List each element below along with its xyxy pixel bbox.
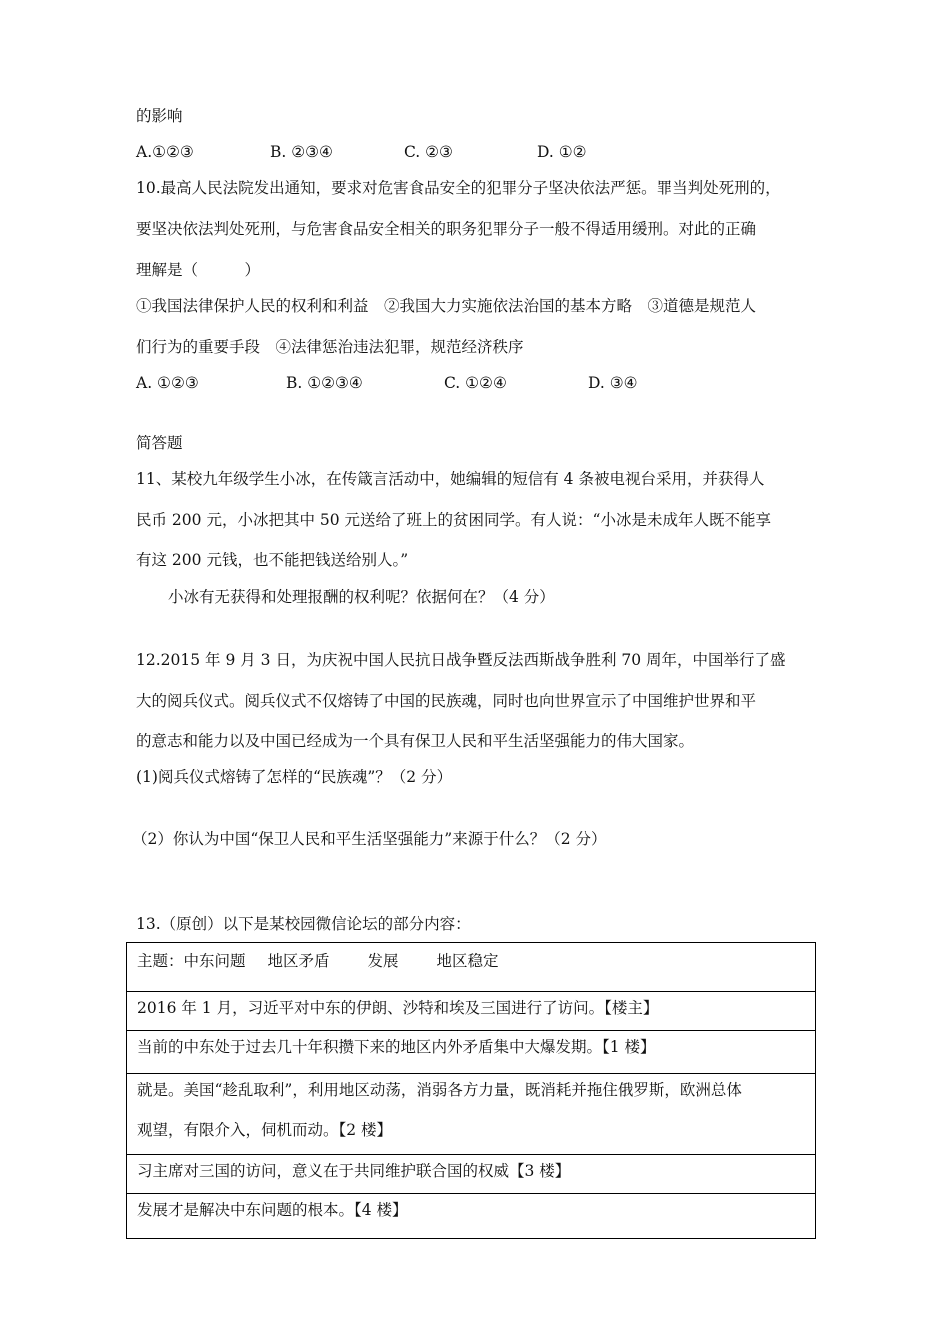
forum-post-floor-4: 发展才是解决中东问题的根本。【4 楼】 <box>127 1194 816 1239</box>
q9-option-a: A.①②③ <box>136 143 194 161</box>
q11-question: 小冰有无获得和处理报酬的权利呢？依据何在？（4 分） <box>168 588 555 606</box>
topic-tag-1: 地区矛盾 <box>267 952 330 970</box>
q11-stem-line-3: 有这 200 元钱，也不能把钱送给别人。” <box>136 551 409 569</box>
q12-stem-line-2: 大的阅兵仪式。阅兵仪式不仅熔铸了中国的民族魂，同时也向世界宣示了中国维护世界和平 <box>136 692 757 710</box>
q9-options <box>136 142 736 162</box>
forum-topic-cell <box>127 943 816 992</box>
topic-tag-3: 地区稳定 <box>436 952 499 970</box>
forum-post-floor-2 <box>127 1074 816 1155</box>
q10-option-a: A. ①②③ <box>136 374 199 392</box>
q10-statements-line-1: ①我国法律保护人民的权利和利益 ②我国大力实施依法治国的基本方略 ③道德是规范人 <box>136 297 757 315</box>
forum-topic-row <box>127 943 816 992</box>
forum-post-row <box>127 1155 816 1194</box>
forum-post-row <box>127 1074 816 1155</box>
topic-label: 主题：中东问题 <box>137 952 246 970</box>
forum-post-row <box>127 1194 816 1239</box>
forum-post-floor-1: 当前的中东处于过去几十年积攒下来的地区内外矛盾集中大爆发期。【1 楼】 <box>127 1031 816 1074</box>
q10-statements-line-2: 们行为的重要手段 ④法律惩治违法犯罪，规范经济秩序 <box>136 338 524 356</box>
q10-stem-line-2: 要坚决依法判处死刑，与危害食品安全相关的职务犯罪分子一般不得适用缓刑。对此的正确 <box>136 220 757 238</box>
q12-stem-line-3: 的意志和能力以及中国已经成为一个具有保卫人民和平生活坚强能力的伟大国家。 <box>136 732 695 750</box>
q9-option-b: B. ②③④ <box>270 143 333 161</box>
forum-table <box>126 942 816 1239</box>
q10-option-b: B. ①②③④ <box>286 374 363 392</box>
q9-option-c: C. ②③ <box>404 143 453 161</box>
forum-post-row <box>127 1031 816 1074</box>
q10-stem-line-3: 理解是（ ） <box>136 261 261 279</box>
forum-post-host: 2016 年 1 月，习近平对中东的伊朗、沙特和埃及三国进行了访问。【楼主】 <box>127 992 816 1031</box>
section-title: 简答题 <box>136 434 183 452</box>
topic-tag-2: 发展 <box>367 952 399 970</box>
q12-sub-question-2: （2）你认为中国“保卫人民和平生活坚强能力”来源于什么？（2 分） <box>132 830 607 848</box>
q11-stem-line-2: 民币 200 元，小冰把其中 50 元送给了班上的贫困同学。有人说：“小冰是未成年人既不能享 <box>136 511 771 529</box>
forum-post-row <box>127 992 816 1031</box>
q10-option-d: D. ③④ <box>588 374 638 392</box>
q11-stem-line-1: 11、某校九年级学生小冰，在传箴言活动中，她编辑的短信有 4 条被电视台采用，并获得人 <box>136 470 765 488</box>
q9-text-tail: 的影响 <box>136 107 183 125</box>
floor-2-line-2: 观望，有限介入，伺机而动。【2 楼】 <box>137 1121 393 1139</box>
q10-option-c: C. ①②④ <box>444 374 507 392</box>
q10-stem-line-1: 10.最高人民法院发出通知，要求对危害食品安全的犯罪分子坚决依法严惩。罪当判处死刑的， <box>136 179 781 197</box>
floor-2-line-1: 就是。美国“趁乱取利”，利用地区动荡，消弱各方力量，既消耗并拖住俄罗斯，欧洲总体 <box>137 1081 742 1099</box>
q9-option-d: D. ①② <box>537 143 587 161</box>
q13-intro: 13.（原创）以下是某校园微信论坛的部分内容： <box>136 915 471 933</box>
q12-stem-line-1: 12.2015 年 9 月 3 日，为庆祝中国人民抗日战争暨反法西斯战争胜利 70 周年，中国举行了盛 <box>136 651 786 669</box>
q10-options <box>136 373 736 393</box>
forum-post-floor-3: 习主席对三国的访问，意义在于共同维护联合国的权威【3 楼】 <box>127 1155 816 1194</box>
q12-sub-question-1: (1)阅兵仪式熔铸了怎样的“民族魂”？（2 分） <box>136 768 453 786</box>
